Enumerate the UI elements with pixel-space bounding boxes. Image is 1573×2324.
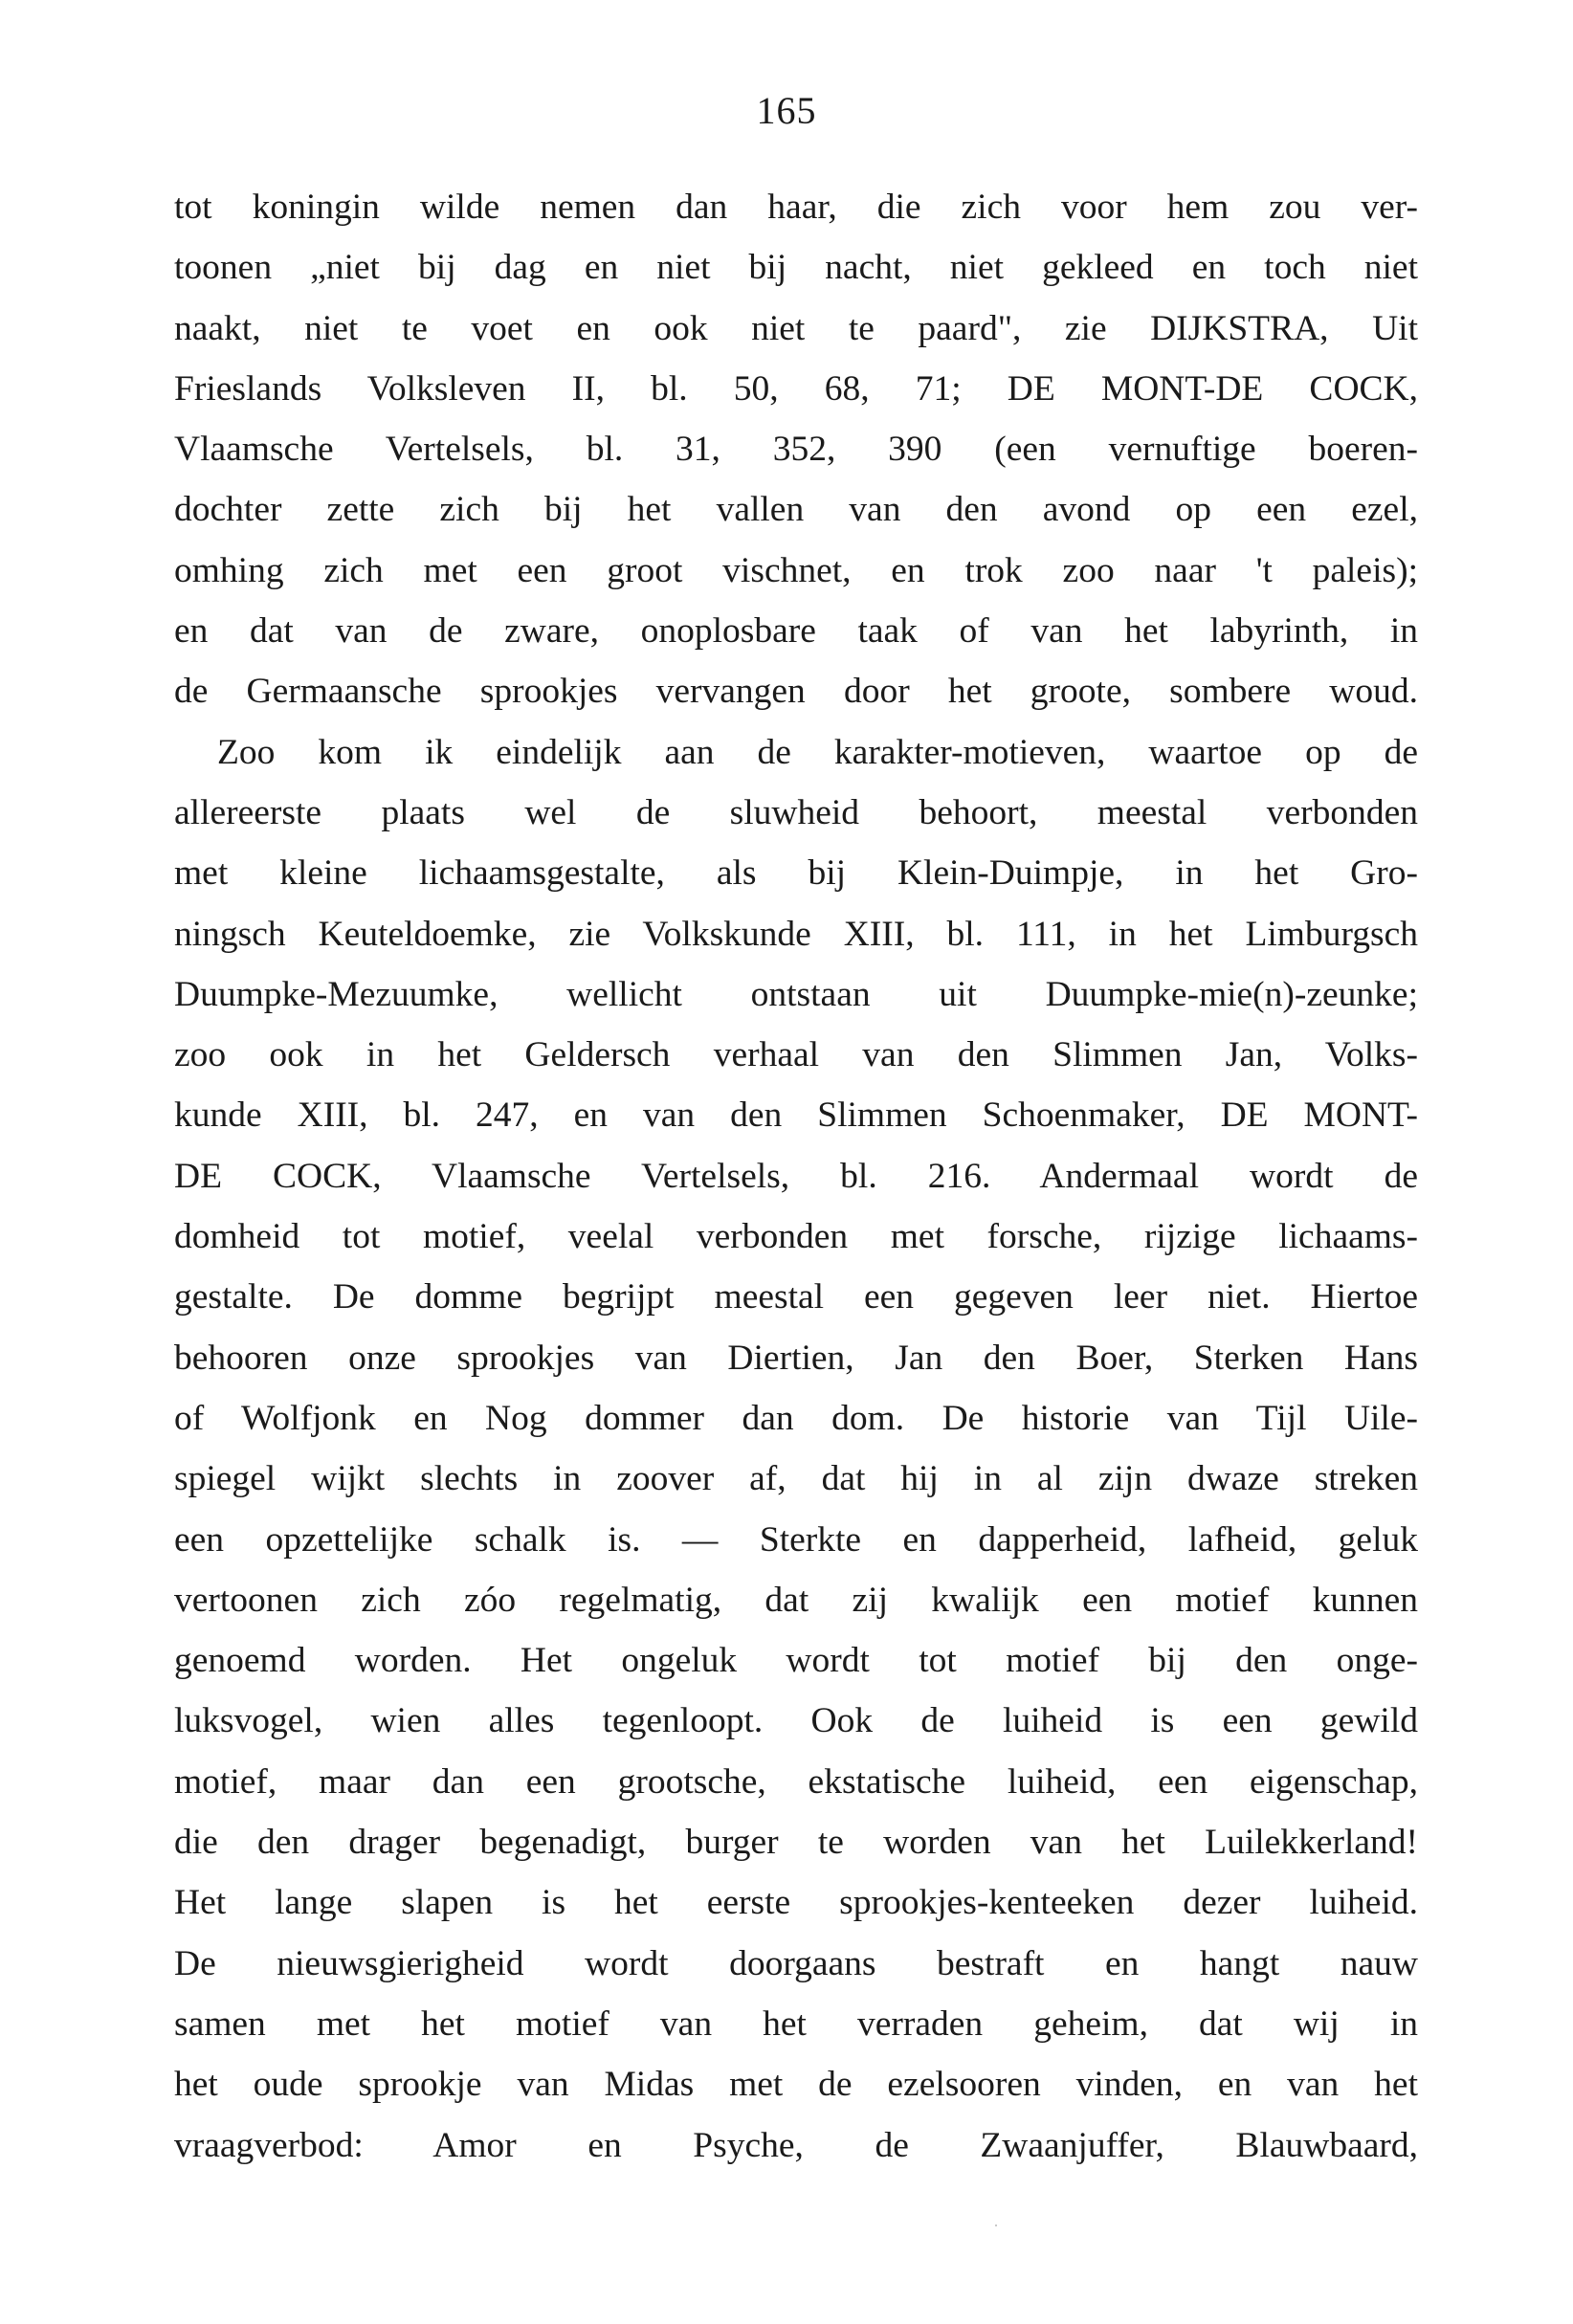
text-line: domheid tot motief, veelal verbonden met forsche, rijzige lichaams- — [174, 1217, 1418, 1257]
text-line: met kleine lichaamsgestalte, als bij Klein-Duimpje, in het Gro- — [174, 853, 1418, 894]
text-line: motief, maar dan een grootsche, ekstatische luiheid, een eigenschap, — [174, 1761, 1418, 1802]
text-line: vraagverbod: Amor en Psyche, de Zwaanjuffer, Blauwbaard, — [174, 2125, 1418, 2165]
text-line: luksvogel, wien alles tegenloopt. Ook de luiheid is een gewild — [174, 1701, 1418, 1741]
text-line: Duumpke-Mezuumke, wellicht ontstaan uit Duumpke-mie(n)-zeunke; — [174, 974, 1418, 1014]
text-line: spiegel wijkt slechts in zoover af, dat hij in al zijn dwaze streken — [174, 1459, 1418, 1499]
text-line: de Germaansche sprookjes vervangen door het groote, sombere woud. — [174, 672, 1418, 712]
text-line: vertoonen zich zóo regelmatig, dat zij kwalijk een motief kunnen — [174, 1580, 1418, 1620]
body-text — [174, 177, 1418, 2176]
text-line: Zoo kom ik eindelijk aan de karakter-motieven, waartoe op de — [217, 732, 1418, 772]
text-line: ningsch Keuteldoemke, zie Volkskunde XIII, bl. 111, in het Limburgsch — [174, 914, 1418, 954]
text-line: De nieuwsgierigheid wordt doorgaans bestraft en hangt nauw — [174, 1943, 1418, 1983]
text-line: een opzettelijke schalk is. — Sterkte en dapperheid, lafheid, geluk — [174, 1519, 1418, 1560]
text-line: toonen „niet bij dag en niet bij nacht, niet gekleed en toch niet — [174, 248, 1418, 288]
text-line: Frieslands Volksleven II, bl. 50, 68, 71; DE MONT-DE COCK, — [174, 368, 1418, 409]
text-line: samen met het motief van het verraden geheim, dat wij in — [174, 2003, 1418, 2044]
text-line: naakt, niet te voet en ook niet te paard", zie DIJKSTRA, Uit — [174, 308, 1418, 348]
page-number: 165 — [756, 89, 817, 132]
text-line: gestalte. De domme begrijpt meestal een gegeven leer niet. Hiertoe — [174, 1277, 1418, 1317]
text-line: omhing zich met een groot vischnet, en trok zoo naar 't paleis); — [174, 550, 1418, 590]
text-line: DE COCK, Vlaamsche Vertelsels, bl. 216. Andermaal wordt de — [174, 1156, 1418, 1196]
text-line: genoemd worden. Het ongeluk wordt tot motief bij den onge- — [174, 1641, 1418, 1681]
paper-speck — [995, 2224, 997, 2226]
text-line: het oude sprookje van Midas met de ezelsooren vinden, en van het — [174, 2065, 1418, 2105]
text-line: en dat van de zware, onoplosbare taak of van het labyrinth, in — [174, 611, 1418, 652]
text-line: die den drager begenadigt, burger te worden van het Luilekkerland! — [174, 1823, 1418, 1863]
text-line: kunde XIII, bl. 247, en van den Slimmen Schoenmaker, DE MONT- — [174, 1096, 1418, 1136]
text-line: Het lange slapen is het eerste sprookjes-kenteeken dezer luiheid. — [174, 1883, 1418, 1923]
text-line: allereerste plaats wel de sluwheid behoort, meestal verbonden — [174, 792, 1418, 832]
text-line: tot koningin wilde nemen dan haar, die zich voor hem zou ver- — [174, 188, 1418, 227]
text-line: of Wolfjonk en Nog dommer dan dom. De historie van Tijl Uile- — [174, 1398, 1418, 1438]
text-line: Vlaamsche Vertelsels, bl. 31, 352, 390 (een vernuftige boeren- — [174, 430, 1418, 470]
text-line: zoo ook in het Geldersch verhaal van den Slimmen Jan, Volks- — [174, 1035, 1418, 1075]
text-line: dochter zette zich bij het vallen van den avond op een ezel, — [174, 490, 1418, 530]
text-line: behooren onze sprookjes van Diertien, Jan den Boer, Sterken Hans — [174, 1338, 1418, 1378]
